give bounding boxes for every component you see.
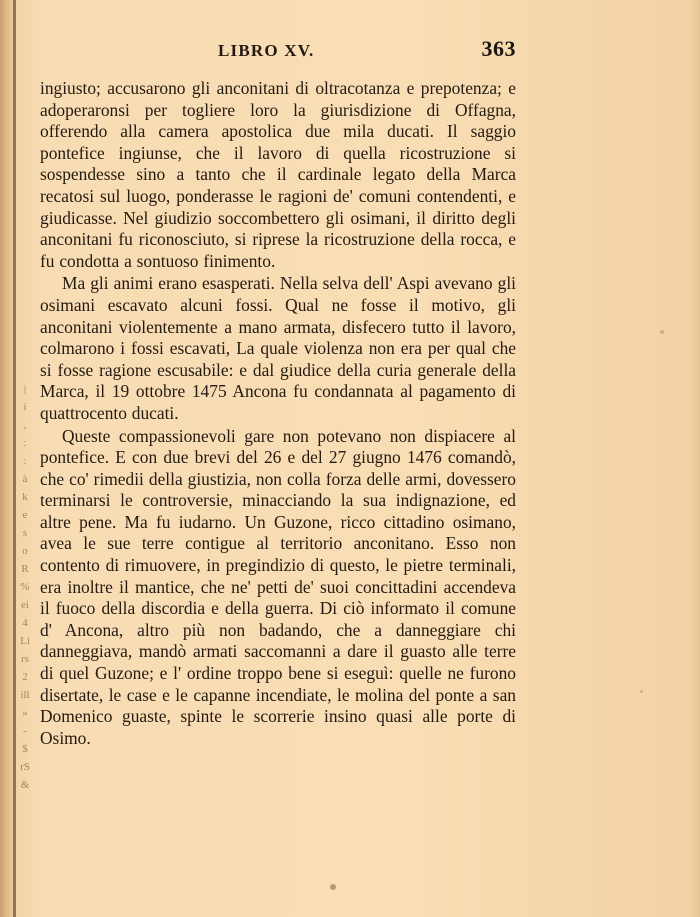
- marginalia-mark: à: [22, 473, 28, 485]
- marginalia-mark: 2: [22, 671, 28, 683]
- bottom-speck: [330, 884, 336, 890]
- marginalia-mark: R: [21, 563, 29, 575]
- marginalia-mark: i: [23, 401, 27, 413]
- page-header: [36, 36, 666, 66]
- right-page-edge: [690, 0, 700, 917]
- marginalia-mark: k: [22, 491, 28, 503]
- marginalia-mark: :: [23, 455, 27, 467]
- marginalia-mark: |: [23, 383, 27, 395]
- page-number: 363: [481, 36, 516, 61]
- paper-speck: [640, 690, 643, 693]
- marginalia-mark: %: [20, 581, 30, 593]
- paragraph: Queste compassionevoli gare non potevano non dispiacere al pontefice. E con due brevi del 26 e del 27 giugno 1476 comandò, che co' rimedii della giustizia, non colla forza delle armi, dovessero terminarsi le controversie, minacciando la sua indignazione, ed altre pene. Ma fu iudarno. Un Guzone, ricco cittadino osimano, avea le sue terre contigue al territorio anconitano. Esso non contento di rimuovere, in pregindizio di questo, le pietre terminali, era inoltre il mantice, che ne' petti de' suoi concittadini accendeva il fuoco della discordia e della guerra. Di ciò informato il comune d' Ancona, altro più non badando, che a danneggiare chi danneggiava, mandò armati saccomanni a dare il guasto alle terre di quel Guzone; e l' ordine troppo bene si eseguì: quelle ne furono disertate, le case e le capanne incendiate, le molina del ponte a san Domenico guaste, spinte le scorrerie insino quasi alle porte di Osimo.: [40, 425, 516, 748]
- marginalia-mark: &: [20, 779, 30, 791]
- marginalia-mark: o: [22, 545, 28, 557]
- body-text: [40, 78, 516, 749]
- marginalia-mark: ill: [20, 689, 30, 701]
- marginalia-mark: »: [22, 707, 28, 719]
- marginalia-mark: e: [22, 509, 28, 521]
- paragraph: ingiusto; accusarono gli anconitani di oltracotanza e prepotenza; e adoperaronsi per togliere loro la giurisdizione di Offagna, offerendo alla camera apostolica due mila ducati. Il saggio pontefice ingiunse, che il lavoro di quella ricostruzione si sospendesse sino a tanto che il cardinale legato della Marca recatosi sul luogo, ponderasse le ragioni de' comuni contendenti, e giudicasse. Nel giudizio soccombettero gli osimani, il diritto degli anconitani fu riconosciuto, si riprese la ricostruzione della rocca, e fu condotta a sontuoso finimento.: [40, 78, 516, 271]
- marginalia-mark: ,: [23, 419, 27, 431]
- paragraph: Ma gli animi erano esasperati. Nella selva dell' Aspi avevano gli osimani escavato alcuni fossi. Qual ne fosse il motivo, gli anconitani violentemente a mano armata, disfecero tutto il lavoro, colmarono i fossi escavati, La quale violenza non era per qual che si fosse ragione escusabile: e dal giudice della curia generale della Marca, il 19 ottobre 1475 Ancona fu condannata al pagamento di quattrocento ducati.: [40, 273, 516, 423]
- running-title: LIBRO XV.: [218, 41, 315, 60]
- marginalia-mark: ei: [21, 599, 29, 611]
- marginalia-mark: :: [23, 437, 27, 449]
- marginalia-mark: s: [22, 527, 28, 539]
- paper-speck: [660, 330, 664, 334]
- marginalia-mark: Li: [20, 635, 30, 647]
- left-gutter-shadow: [0, 0, 14, 917]
- marginalia-mark: $: [22, 743, 28, 755]
- marginalia-mark: rs: [21, 653, 29, 665]
- marginalia-column: [14, 380, 36, 794]
- marginalia-mark: -: [23, 725, 27, 737]
- marginalia-mark: rS: [20, 761, 30, 773]
- marginalia-mark: 4: [22, 617, 28, 629]
- page-content: [36, 36, 666, 749]
